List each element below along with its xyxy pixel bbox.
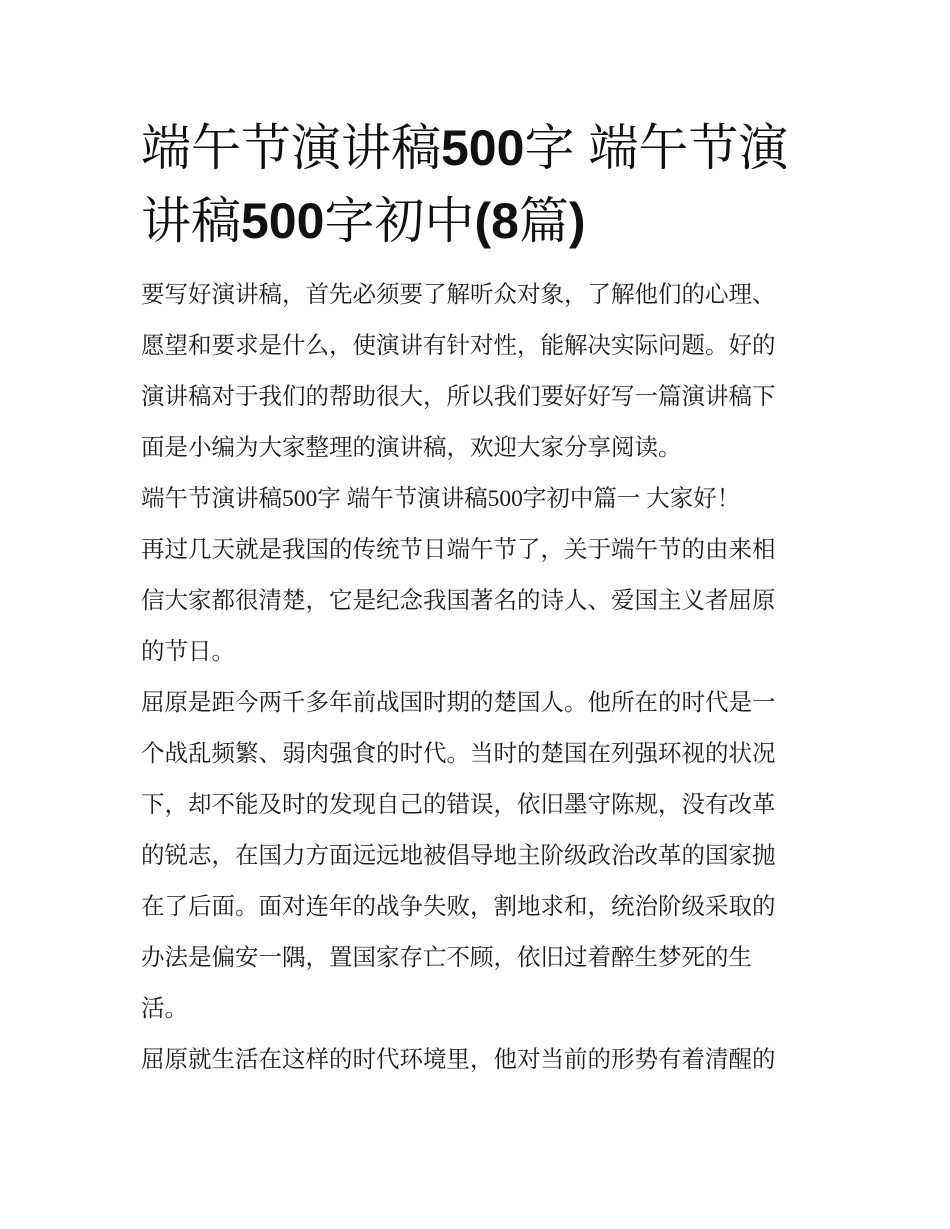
text-line: 的锐志，在国力方面远远地被倡导地主阶级政治改革的国家抛	[141, 843, 776, 869]
text-line: 活。	[141, 996, 188, 1022]
text-line: 的节日。	[141, 639, 235, 665]
document-content	[141, 112, 813, 1086]
text-line: 办法是偏安一隅，置国家存亡不顾，依旧过着醉生梦死的生	[141, 945, 752, 971]
paragraph-dragon-boat	[141, 525, 813, 678]
paragraph-section-heading	[141, 474, 813, 525]
text-line: 面是小编为大家整理的演讲稿，欢迎大家分享阅读。	[141, 435, 682, 461]
paragraph-qu-yuan-era	[141, 678, 813, 1035]
text-line: 屈原就生活在这样的时代环境里，他对当前的形势有着清醒的	[141, 1047, 776, 1073]
text-line: 个战乱频繁、弱肉强食的时代。当时的楚国在列强环视的状况	[141, 741, 776, 767]
text-line: 愿望和要求是什么，使演讲有针对性，能解决实际问题。好的	[141, 333, 776, 359]
text-line: 要写好演讲稿，首先必须要了解听众对象，了解他们的心理、	[141, 282, 776, 308]
text-line: 演讲稿对于我们的帮助很大，所以我们要好好写一篇演讲稿下	[141, 384, 776, 410]
document-body	[141, 270, 813, 1086]
text-line: 再过几天就是我国的传统节日端午节了，关于端午节的由来相	[141, 537, 776, 563]
document-title	[141, 112, 813, 258]
title-line: 讲稿500字初中(8篇)	[141, 193, 586, 249]
text-line: 信大家都很清楚，它是纪念我国著名的诗人、爱国主义者屈原	[141, 588, 776, 614]
title-line: 端午节演讲稿500字 端午节演	[141, 120, 789, 176]
text-line: 在了后面。面对连年的战争失败，割地求和，统治阶级采取的	[141, 894, 776, 920]
text-line: 屈原是距今两千多年前战国时期的楚国人。他所在的时代是一	[141, 690, 776, 716]
text-line: 下，却不能及时的发现自己的错误，依旧墨守陈规，没有改革	[141, 792, 776, 818]
paragraph-qu-yuan-life	[141, 1035, 813, 1086]
text-line: 端午节演讲稿500字 端午节演讲稿500字初中篇一 大家好！	[141, 486, 741, 512]
paragraph-intro	[141, 270, 813, 474]
